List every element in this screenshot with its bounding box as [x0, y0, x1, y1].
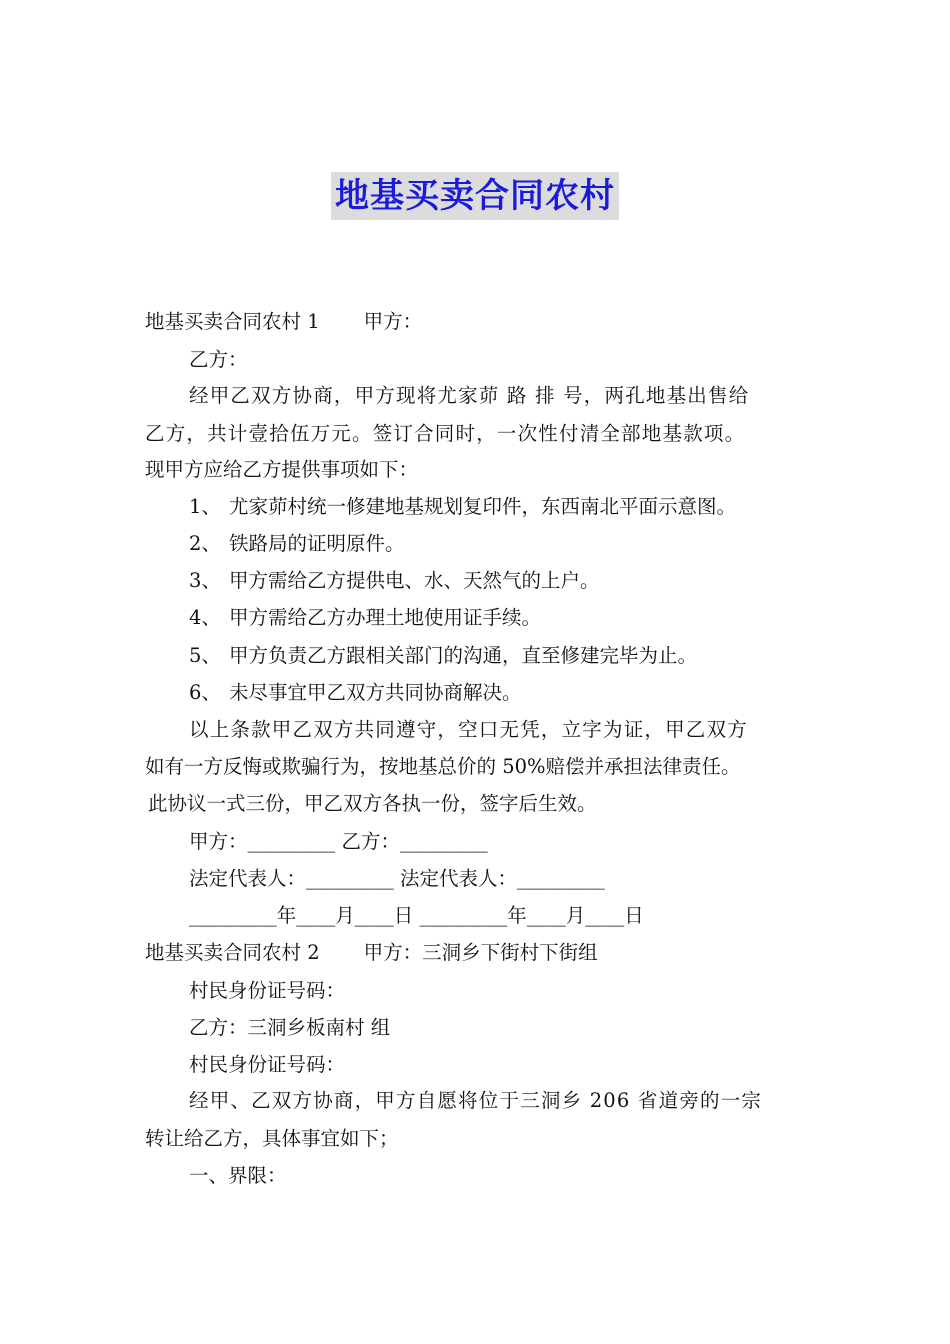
contract2-para1-line2: 转让给乙方，具体事宜如下；: [145, 1127, 399, 1150]
contract2-id-a: 村民身份证号码：: [189, 979, 346, 1002]
item-number: 6、: [189, 681, 221, 704]
contract1-para1-line3: 现甲方应给乙方提供事项如下：: [145, 458, 419, 481]
contract1-heading: 地基买卖合同农村 1: [145, 310, 320, 333]
item-text: 铁路局的证明原件。: [229, 532, 405, 555]
document-title: 地基买卖合同农村: [331, 172, 619, 220]
contract1-item: [189, 605, 541, 631]
contract1-sign-dates: _________年____月____日 _________年____月____日: [189, 904, 644, 927]
contract1-para2-line3: 此协议一式三份，甲乙双方各执一份，签字后生效。: [148, 792, 597, 815]
contract1-item: [189, 680, 522, 706]
contract1-party-b: 乙方：: [189, 348, 248, 371]
item-text: 尤家茆村统一修建地基规划复印件，东西南北平面示意图。: [229, 495, 737, 518]
contract1-para2-line2: 如有一方反悔或欺骗行为，按地基总价的 50%赔偿并承担法律责任。: [145, 755, 741, 778]
document-title-wrap: [0, 172, 950, 220]
contract2-heading: 地基买卖合同农村 2: [145, 941, 320, 964]
contract2-party-b: 乙方：三洞乡板南村 组: [189, 1016, 391, 1039]
contract1-sign-reps: 法定代表人：_________ 法定代表人：_________: [189, 867, 605, 890]
contract1-sign-parties: 甲方：_________ 乙方：_________: [189, 830, 488, 853]
contract1-party-a: 甲方：: [363, 310, 423, 333]
contract2-section1: 一、界限：: [189, 1164, 287, 1187]
contract1-para1-line1: 经甲乙双方协商，甲方现将尤家茆 路 排 号，两孔地基出售给: [189, 384, 750, 407]
item-text: 甲方需给乙方办理土地使用证手续。: [229, 606, 542, 629]
item-text: 未尽事宜甲乙双方共同协商解决。: [229, 681, 522, 704]
contract2-para1-line1: 经甲、乙双方协商，甲方自愿将位于三洞乡 206 省道旁的一宗: [189, 1089, 763, 1112]
contract2-party-a: 甲方：三洞乡下街村下街组: [363, 941, 598, 964]
contract2-id-b: 村民身份证号码：: [189, 1053, 346, 1076]
contract1-para2-line1: 以上条款甲乙双方共同遵守，空口无凭，立字为证，甲乙双方: [189, 718, 748, 741]
item-text: 甲方负责乙方跟相关部门的沟通，直至修建完毕为止。: [229, 644, 698, 667]
contract1-item: [189, 643, 697, 669]
contract2-heading-line: [145, 940, 598, 966]
item-number: 1、: [189, 495, 221, 518]
item-number: 3、: [189, 569, 221, 592]
contract1-item: [189, 568, 600, 594]
contract1-item: [189, 531, 405, 557]
contract1-para1-line2: 乙方，共计壹拾伍万元。签订合同时，一次性付清全部地基款项。: [145, 422, 746, 445]
contract1-item: [189, 494, 736, 520]
item-text: 甲方需给乙方提供电、水、天然气的上户。: [229, 569, 600, 592]
contract1-heading-line: [145, 309, 422, 335]
item-number: 5、: [189, 644, 221, 667]
item-number: 2、: [189, 532, 221, 555]
item-number: 4、: [189, 606, 221, 629]
